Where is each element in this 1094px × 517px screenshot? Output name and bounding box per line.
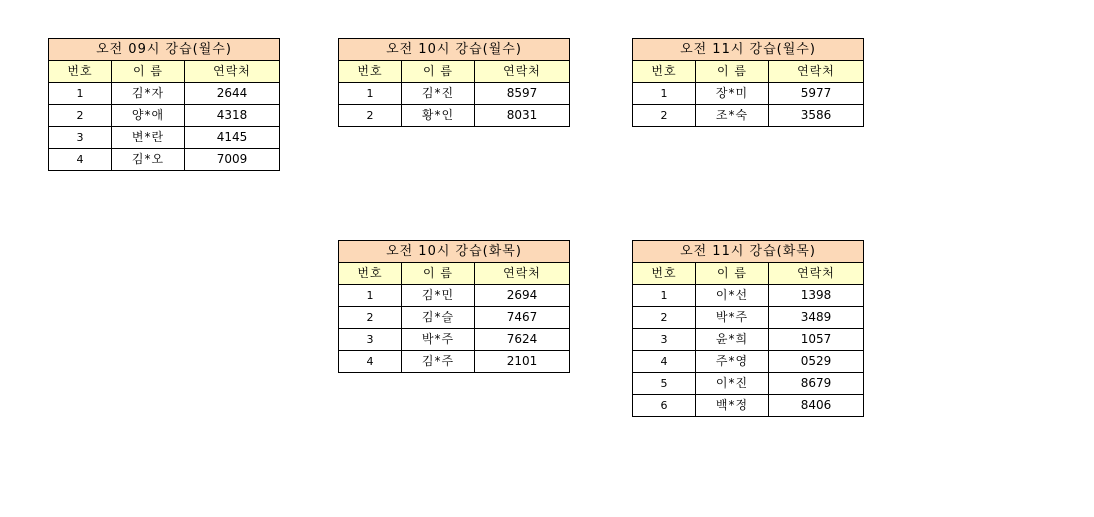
table-row bbox=[633, 395, 864, 417]
table-title: 오전 10시 강습(화목) bbox=[339, 241, 570, 263]
table-header-row bbox=[49, 61, 280, 83]
cell-name: 장*미 bbox=[696, 83, 769, 105]
cell-phone: 8679 bbox=[769, 373, 864, 395]
cell-number: 5 bbox=[633, 373, 696, 395]
cell-name: 이*진 bbox=[696, 373, 769, 395]
cell-number: 4 bbox=[633, 351, 696, 373]
cell-name: 황*인 bbox=[402, 105, 475, 127]
cell-phone: 1057 bbox=[769, 329, 864, 351]
cell-number: 2 bbox=[339, 307, 402, 329]
cell-number: 1 bbox=[339, 285, 402, 307]
table-row bbox=[339, 285, 570, 307]
course-table-am10-mon-wed bbox=[338, 38, 570, 127]
cell-name: 변*란 bbox=[112, 127, 185, 149]
cell-number: 3 bbox=[633, 329, 696, 351]
cell-phone: 2101 bbox=[475, 351, 570, 373]
column-header-1: 이 름 bbox=[696, 61, 769, 83]
table-title-row bbox=[633, 39, 864, 61]
table-row bbox=[339, 105, 570, 127]
cell-number: 1 bbox=[633, 285, 696, 307]
cell-number: 4 bbox=[49, 149, 112, 171]
table-row bbox=[633, 351, 864, 373]
cell-name: 김*슬 bbox=[402, 307, 475, 329]
cell-phone: 5977 bbox=[769, 83, 864, 105]
cell-number: 2 bbox=[339, 105, 402, 127]
column-header-0: 번호 bbox=[633, 263, 696, 285]
table-title: 오전 10시 강습(월수) bbox=[339, 39, 570, 61]
table-row bbox=[633, 373, 864, 395]
column-header-0: 번호 bbox=[633, 61, 696, 83]
cell-number: 1 bbox=[633, 83, 696, 105]
table-title: 오전 09시 강습(월수) bbox=[49, 39, 280, 61]
cell-name: 박*주 bbox=[402, 329, 475, 351]
cell-phone: 1398 bbox=[769, 285, 864, 307]
cell-name: 김*오 bbox=[112, 149, 185, 171]
table-header-row bbox=[339, 263, 570, 285]
table-title-row bbox=[49, 39, 280, 61]
table-header-row bbox=[633, 263, 864, 285]
cell-phone: 2694 bbox=[475, 285, 570, 307]
column-header-0: 번호 bbox=[339, 263, 402, 285]
table-row bbox=[49, 105, 280, 127]
course-table bbox=[338, 38, 570, 127]
cell-number: 4 bbox=[339, 351, 402, 373]
table-row bbox=[49, 83, 280, 105]
cell-phone: 7467 bbox=[475, 307, 570, 329]
cell-number: 3 bbox=[49, 127, 112, 149]
cell-name: 김*자 bbox=[112, 83, 185, 105]
column-header-1: 이 름 bbox=[696, 263, 769, 285]
cell-name: 이*선 bbox=[696, 285, 769, 307]
table-row bbox=[633, 83, 864, 105]
table-row bbox=[633, 307, 864, 329]
column-header-1: 이 름 bbox=[402, 61, 475, 83]
table-title-row bbox=[339, 241, 570, 263]
cell-number: 1 bbox=[339, 83, 402, 105]
cell-number: 2 bbox=[49, 105, 112, 127]
cell-name: 김*민 bbox=[402, 285, 475, 307]
column-header-0: 번호 bbox=[339, 61, 402, 83]
cell-name: 윤*희 bbox=[696, 329, 769, 351]
course-table-am09-mon-wed bbox=[48, 38, 280, 171]
cell-name: 백*정 bbox=[696, 395, 769, 417]
course-table-am10-tue-thu bbox=[338, 240, 570, 373]
cell-phone: 4318 bbox=[185, 105, 280, 127]
cell-phone: 7009 bbox=[185, 149, 280, 171]
table-row bbox=[49, 149, 280, 171]
table-row bbox=[633, 329, 864, 351]
cell-name: 김*진 bbox=[402, 83, 475, 105]
cell-number: 3 bbox=[339, 329, 402, 351]
cell-phone: 8406 bbox=[769, 395, 864, 417]
table-row bbox=[49, 127, 280, 149]
table-row bbox=[633, 105, 864, 127]
column-header-2: 연락처 bbox=[769, 61, 864, 83]
cell-phone: 3489 bbox=[769, 307, 864, 329]
cell-phone: 0529 bbox=[769, 351, 864, 373]
course-table-am11-mon-wed bbox=[632, 38, 864, 127]
cell-phone: 2644 bbox=[185, 83, 280, 105]
cell-name: 주*영 bbox=[696, 351, 769, 373]
cell-number: 6 bbox=[633, 395, 696, 417]
table-title-row bbox=[633, 241, 864, 263]
cell-phone: 7624 bbox=[475, 329, 570, 351]
course-table bbox=[632, 240, 864, 417]
column-header-2: 연락처 bbox=[475, 263, 570, 285]
cell-phone: 8031 bbox=[475, 105, 570, 127]
cell-name: 김*주 bbox=[402, 351, 475, 373]
column-header-2: 연락처 bbox=[475, 61, 570, 83]
course-table bbox=[338, 240, 570, 373]
table-header-row bbox=[339, 61, 570, 83]
table-title: 오전 11시 강습(월수) bbox=[633, 39, 864, 61]
table-header-row bbox=[633, 61, 864, 83]
table-row bbox=[339, 351, 570, 373]
cell-phone: 4145 bbox=[185, 127, 280, 149]
cell-number: 2 bbox=[633, 105, 696, 127]
cell-phone: 8597 bbox=[475, 83, 570, 105]
course-table bbox=[632, 38, 864, 127]
table-title-row bbox=[339, 39, 570, 61]
table-title: 오전 11시 강습(화목) bbox=[633, 241, 864, 263]
cell-number: 1 bbox=[49, 83, 112, 105]
course-table-am11-tue-thu bbox=[632, 240, 864, 417]
cell-name: 양*애 bbox=[112, 105, 185, 127]
cell-name: 조*숙 bbox=[696, 105, 769, 127]
cell-name: 박*주 bbox=[696, 307, 769, 329]
table-row bbox=[339, 83, 570, 105]
table-row bbox=[633, 285, 864, 307]
cell-number: 2 bbox=[633, 307, 696, 329]
cell-phone: 3586 bbox=[769, 105, 864, 127]
course-table bbox=[48, 38, 280, 171]
column-header-0: 번호 bbox=[49, 61, 112, 83]
column-header-2: 연락처 bbox=[769, 263, 864, 285]
table-row bbox=[339, 307, 570, 329]
column-header-2: 연락처 bbox=[185, 61, 280, 83]
table-row bbox=[339, 329, 570, 351]
column-header-1: 이 름 bbox=[402, 263, 475, 285]
column-header-1: 이 름 bbox=[112, 61, 185, 83]
